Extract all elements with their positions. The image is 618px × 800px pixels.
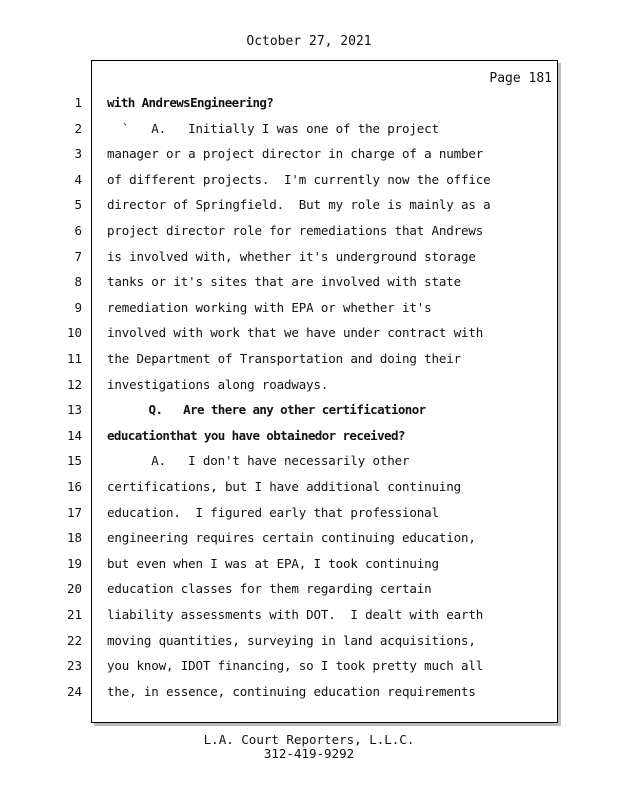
transcript-line: certifications, but I have additional continuing bbox=[107, 479, 462, 494]
transcript-line: you know, IDOT financing, so I took pretty much all bbox=[107, 658, 484, 673]
line-number: 11 bbox=[66, 351, 82, 366]
line-number: 4 bbox=[74, 172, 82, 187]
line-number: 20 bbox=[66, 581, 82, 596]
line-number: 10 bbox=[66, 325, 82, 340]
transcript-line: moving quantities, surveying in land acquisitions, bbox=[107, 633, 476, 648]
line-number: 8 bbox=[74, 274, 82, 289]
transcript-line: with AndrewsEngineering? bbox=[107, 95, 274, 110]
line-number: 18 bbox=[66, 530, 82, 545]
line-number: 7 bbox=[74, 249, 82, 264]
transcript-line: educationthat you have obtainedor received? bbox=[107, 428, 405, 443]
reporter-phone: 312-419-9292 bbox=[263, 746, 355, 761]
transcript-line: Q. Are there any other certificationor bbox=[107, 402, 426, 417]
line-number: 17 bbox=[66, 505, 82, 520]
line-number: 6 bbox=[74, 223, 82, 238]
transcript-line: of different projects. I'm currently now the office bbox=[107, 172, 491, 187]
transcript-line: A. I don't have necessarily other bbox=[107, 453, 410, 468]
transcript-line: the, in essence, continuing education requirements bbox=[107, 684, 476, 699]
line-number: 24 bbox=[66, 684, 82, 699]
transcript-line: education classes for them regarding certain bbox=[107, 581, 432, 596]
line-number: 15 bbox=[66, 453, 82, 468]
line-number: 14 bbox=[66, 428, 82, 443]
transcript-line: is involved with, whether it's underground storage bbox=[107, 249, 476, 264]
transcript-line: but even when I was at EPA, I took continuing bbox=[107, 556, 439, 571]
transcript-line: tanks or it's sites that are involved with state bbox=[107, 274, 462, 289]
footer bbox=[0, 733, 618, 761]
line-number: 16 bbox=[66, 479, 82, 494]
line-number: 5 bbox=[74, 197, 82, 212]
transcript-line: ` A. Initially I was one of the project bbox=[107, 121, 439, 136]
transcript-line: director of Springfield. But my role is mainly as a bbox=[107, 197, 491, 212]
transcript-line: manager or a project director in charge of a number bbox=[107, 146, 484, 161]
line-number: 19 bbox=[66, 556, 82, 571]
transcript-line: remediation working with EPA or whether it's bbox=[107, 300, 432, 315]
transcript-line: involved with work that we have under contract with bbox=[107, 325, 484, 340]
line-number: 23 bbox=[66, 658, 82, 673]
transcript-line: the Department of Transportation and doing their bbox=[107, 351, 462, 366]
line-number: 22 bbox=[66, 633, 82, 648]
transcript-line: project director role for remediations that Andrews bbox=[107, 223, 484, 238]
line-number: 9 bbox=[74, 300, 82, 315]
transcript-line: liability assessments with DOT. I dealt with earth bbox=[107, 607, 484, 622]
page-number: Page 181 bbox=[489, 71, 552, 86]
line-number: 12 bbox=[66, 377, 82, 392]
line-number: 2 bbox=[74, 121, 82, 136]
transcript-line: education. I figured early that professional bbox=[107, 505, 439, 520]
transcript-line: engineering requires certain continuing education, bbox=[107, 530, 476, 545]
reporter-company: L.A. Court Reporters, L.L.C. bbox=[203, 732, 415, 747]
transcript-date: October 27, 2021 bbox=[246, 34, 372, 49]
line-number: 21 bbox=[66, 607, 82, 622]
line-number: 1 bbox=[74, 95, 82, 110]
transcript-line: investigations along roadways. bbox=[107, 377, 329, 392]
line-number: 3 bbox=[74, 146, 82, 161]
line-number: 13 bbox=[66, 402, 82, 417]
